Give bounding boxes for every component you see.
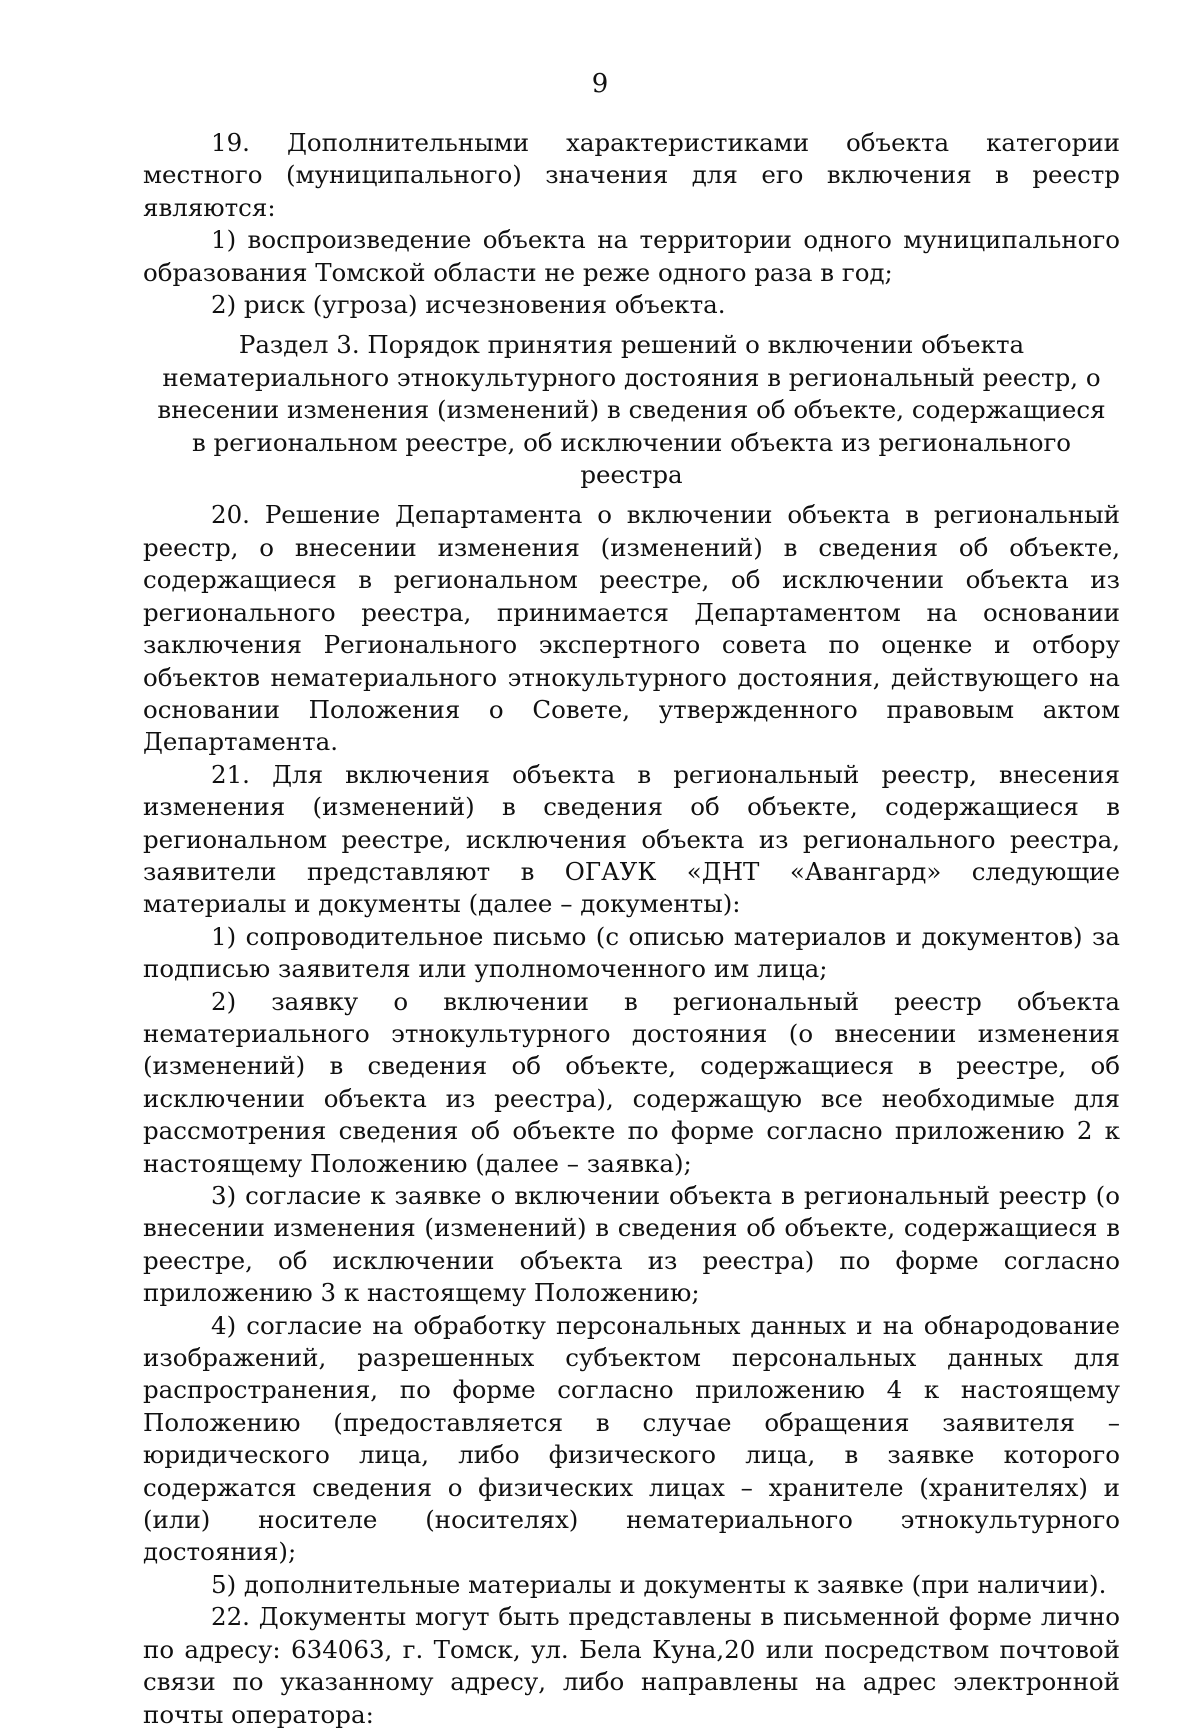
section-heading-line-1: Раздел 3. Порядок принятия решений о включении объекта (238, 330, 1025, 360)
paragraph-21: 21. Для включения объекта в региональный реестр, внесения изменения (изменений) в сведения об объекте, содержащиеся в региональном реестре, исключения объекта из регионального реестра, заявители представляют в ОГАУК «ДНТ «Авангард» следующие материалы и документы (далее – документы): (143, 759, 1120, 919)
paragraph-21-item-2: 2) заявку о включении в региональный реестр объекта нематериального этнокультурного достояния (о внесении изменения (изменений) в сведения об объекте, содержащиеся в реестре, об исключении объекта из реестра), содержащую все необходимые для рассмотрения сведения об объекте по форме согласно приложению 2 к настоящему Положению (далее – заявка); (143, 986, 1120, 1178)
paragraph-19-item-2: 2) риск (угроза) исчезновения объекта. (211, 290, 726, 320)
page-number: 9 (591, 69, 609, 99)
section-3-heading (143, 329, 1120, 491)
document-body (143, 127, 1120, 1731)
section-heading-line-3: внесении изменения (изменений) в сведения об объекте, содержащиеся (157, 395, 1106, 425)
section-heading-line-2: нематериального этнокультурного достояния в региональный реестр, о (162, 362, 1101, 392)
paragraph-21-item-3: 3) согласие к заявке о включении объекта в региональный реестр (о внесении изменения (изменений) в сведения об объекте, содержащиеся в реестре, об исключении объекта из реестра) по форме согласно приложению 3 к настоящему Положению; (143, 1181, 1120, 1308)
paragraph-21-item-1: 1) сопроводительное письмо (с описью материалов и документов) за подписью заявителя или уполномоченного им лица; (143, 921, 1120, 984)
section-heading-line-4: в региональном реестре, об исключении объекта из регионального реестра (191, 427, 1072, 490)
paragraph-21-item-5: 5) дополнительные материалы и документы к заявке (при наличии). (211, 1569, 1107, 1599)
paragraph-19: 19. Дополнительными характеристиками объекта категории местного (муниципального) значения для его включения в реестр являются: (143, 128, 1120, 222)
paragraph-21-item-4: 4) согласие на обработку персональных данных и на обнародование изображений, разрешенных субъектом персональных данных для распространения, по форме согласно приложению 4 к настоящему Положению (предоставляется в случае обращения заявителя – юридического лица, либо физического лица, в заявке которого содержатся сведения о физических лицах – хранителе (хранителях) и (или) носителе (носителях) нематериального этнокультурного достояния); (143, 1310, 1120, 1567)
paragraph-19-item-1: 1) воспроизведение объекта на территории одного муниципального образования Томской области не реже одного раза в год; (143, 225, 1120, 287)
paragraph-20: 20. Решение Департамента о включении объекта в региональный реестр, о внесении изменения (изменений) в сведения об объекте, содержащиеся в региональном реестре, об исключении объекта из регионального реестра, принимается Департаментом на основании заключения Регионального экспертного совета по оценке и отбору объектов нематериального этнокультурного достояния, действующего на основании Положения о Совете, утвержденного правовым актом Департамента. (143, 500, 1120, 757)
paragraph-22: 22. Документы могут быть представлены в письменной форме лично по адресу: 634063, г. Томск, ул. Бела Куна,20 или посредством почтовой связи по указанному адресу, либо направлены на адрес электронной почты оператора: (143, 1602, 1120, 1729)
